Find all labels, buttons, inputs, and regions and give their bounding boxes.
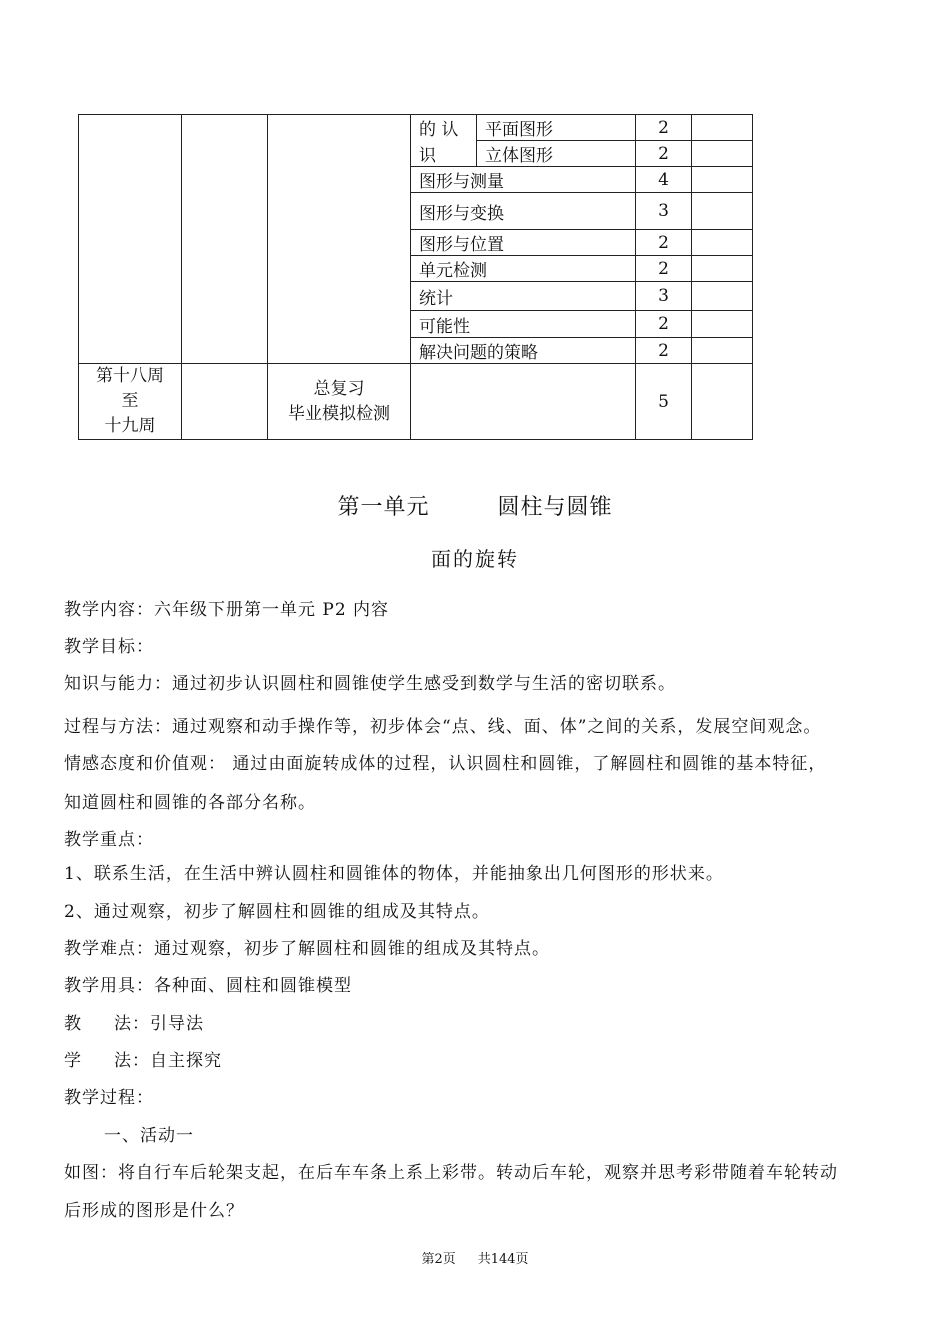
text-line: 教学难点：通过观察，初步了解圆柱和圆锥的组成及其特点。 bbox=[64, 939, 550, 959]
content-line: 总复习 bbox=[313, 378, 365, 399]
text-line: 一、活动一 bbox=[104, 1126, 194, 1146]
lesson-title: 面的旋转 bbox=[431, 547, 519, 571]
page-total: 共144页 bbox=[477, 1252, 529, 1267]
week-cell bbox=[79, 364, 182, 440]
week-line: 至 bbox=[121, 391, 139, 411]
topic-cell: 的 认 bbox=[411, 115, 477, 141]
hours-cell: 2 bbox=[636, 141, 692, 167]
topic-cell bbox=[411, 364, 636, 440]
content-cell bbox=[268, 364, 411, 440]
week-line: 十九周 bbox=[104, 416, 156, 436]
text-line: 后形成的图形是什么？ bbox=[64, 1201, 244, 1221]
note-cell bbox=[692, 338, 753, 364]
text-line: 1、联系生活，在生活中辨认圆柱和圆锥体的物体，并能抽象出几何图形的形状来。 bbox=[64, 864, 724, 884]
hours-cell: 4 bbox=[636, 167, 692, 193]
text-line: 教学用具：各种面、圆柱和圆锥模型 bbox=[64, 976, 352, 996]
unit-name: 圆柱与圆锥 bbox=[497, 495, 613, 520]
page-footer bbox=[0, 1248, 950, 1267]
note-cell bbox=[692, 115, 753, 141]
hours-cell: 2 bbox=[636, 256, 692, 282]
topic-cell: 图形与测量 bbox=[411, 167, 636, 193]
text-line: 知道圆柱和圆锥的各部分名称。 bbox=[64, 793, 316, 813]
note-cell bbox=[692, 256, 753, 282]
text-line: 如图：将自行车后轮架支起，在后车车条上系上彩带。转动后车轮，观察并思考彩带随着车轮转动 bbox=[64, 1163, 838, 1183]
table-row bbox=[79, 115, 753, 141]
note-cell bbox=[692, 230, 753, 256]
text-line: 教学重点： bbox=[64, 830, 154, 850]
text-line: 情感态度和价值观： 通过由面旋转成体的过程，认识圆柱和圆锥，了解圆柱和圆锥的基本特征， bbox=[64, 754, 827, 774]
hours-cell: 5 bbox=[636, 364, 692, 440]
topic-cell: 图形与位置 bbox=[411, 230, 636, 256]
blank-cell bbox=[182, 115, 268, 364]
hours-cell: 3 bbox=[636, 282, 692, 311]
note-cell bbox=[692, 193, 753, 230]
topic-cell: 可能性 bbox=[411, 311, 636, 338]
unit-number: 第一单元 bbox=[337, 495, 430, 520]
week-cell bbox=[79, 115, 182, 364]
note-cell bbox=[692, 141, 753, 167]
content-cell bbox=[268, 115, 411, 364]
hours-cell: 2 bbox=[636, 115, 692, 141]
content-line: 毕业模拟检测 bbox=[288, 403, 390, 424]
note-cell bbox=[692, 282, 753, 311]
text-line: 教学内容：六年级下册第一单元 P2 内容 bbox=[64, 600, 390, 620]
text-line: 2、通过观察，初步了解圆柱和圆锥的组成及其特点。 bbox=[64, 902, 490, 922]
topic-cell: 单元检测 bbox=[411, 256, 636, 282]
hours-cell: 3 bbox=[636, 193, 692, 230]
text-line: 知识与能力：通过初步认识圆柱和圆锥使学生感受到数学与生活的密切联系。 bbox=[64, 674, 676, 694]
text-line: 学 法：自主探究 bbox=[64, 1051, 223, 1071]
topic-cell: 解决问题的策略 bbox=[411, 338, 636, 364]
hours-cell: 2 bbox=[636, 230, 692, 256]
week-line: 第十八周 bbox=[96, 366, 164, 386]
topic-cell: 图形与变换 bbox=[411, 193, 636, 230]
note-cell bbox=[692, 311, 753, 338]
note-cell bbox=[692, 364, 753, 440]
topic-cell: 统计 bbox=[411, 282, 636, 311]
topic-cell: 立体图形 bbox=[477, 141, 636, 167]
hours-cell: 2 bbox=[636, 311, 692, 338]
topic-cell: 识 bbox=[411, 141, 477, 167]
blank-cell bbox=[182, 364, 268, 440]
hours-cell: 2 bbox=[636, 338, 692, 364]
schedule-table bbox=[78, 114, 753, 440]
text-line: 过程与方法：通过观察和动手操作等，初步体会“点、线、面、体”之间的关系，发展空间观念。 bbox=[64, 717, 822, 737]
text-line: 教 法：引导法 bbox=[64, 1014, 205, 1034]
topic-cell: 平面图形 bbox=[477, 115, 636, 141]
table-row bbox=[79, 364, 753, 440]
text-line: 教学过程： bbox=[64, 1088, 154, 1108]
unit-title bbox=[0, 490, 950, 521]
text-line: 教学目标： bbox=[64, 637, 154, 657]
page-number: 第2页 bbox=[421, 1252, 456, 1267]
note-cell bbox=[692, 167, 753, 193]
